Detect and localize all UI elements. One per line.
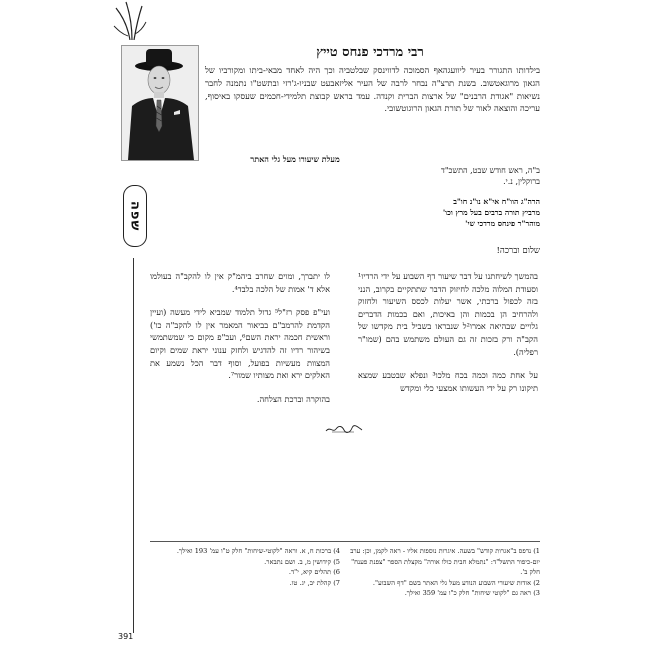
footnotes-left-column: [150, 546, 340, 588]
letter-address-line: מוהר"ר פינחס מרדכי שי': [465, 219, 540, 228]
letter-paragraph: על אחת כמה וכמה בכח מלכו³ ונפלא שבטבע שמצא תיקונו רק על ידי העשותו אמצעי כלי ומקדש: [358, 370, 538, 393]
signature-icon: [324, 423, 364, 435]
letter-heading: מעלת שיעורו מעל גלי האתר: [250, 154, 340, 164]
letter-body-right-column: [358, 270, 538, 405]
footnote: 3) ראה גם "לקוטי שיחות" חלק כ"ו עמ' 359 ואילך.: [404, 589, 540, 597]
biography-paragraph: בילדותו התגורר בעיר ליוועגהאף הסמוכה לדווינסק שבלטביה וכך היה לאחד מבאי-ביתו ומקורביו של הגאון מרוגאטשוב. בשנת תרצ"ה נבחר לרבה של העיר אליזאבעט שבניו-ג'רזי ובתשט"ו נתמנה לחבר נשיאות "אגודת הרבנים" של ארצות הברית וקנדה. עמד בראש קבוצת תלמידי-חכמים שעסקו באיסוף, עריכה והוצאה לאור של תורת הגאון הרוגוטשובי.: [205, 65, 540, 114]
letter-closing: בהוקרה וברכת הצלחה.: [256, 393, 330, 404]
portrait-photo: [121, 45, 199, 161]
footnote: 6) תהלים קיא, י"ד.: [288, 568, 340, 576]
section-tab-label: שפה: [127, 200, 143, 232]
footnote: 7) קהלת יב, יג. טו.: [289, 578, 340, 587]
footnotes-right-column: [350, 546, 540, 599]
margin-vertical-line: [133, 258, 134, 633]
letter-location: ברוקלין, נ.י.: [503, 177, 540, 186]
portrait-image-icon: [122, 46, 198, 160]
letter-paragraph: לו יתברך, ומוים שחרב ביהמ"ק אין לו להקב"ה בעולמו אלא ד' אמות של הלכה בלבד⁴.: [150, 271, 330, 294]
letter-date: ב"ה, ראש חודש שבט, התשכ"ד: [440, 166, 540, 175]
page-title: רבי מרדכי פנחס טייץ: [316, 45, 424, 60]
footnote: 4) ברכות ח, א. וראה "לקוטי-שיחות" חלק ט"ו עמ' 193 ואילך.: [176, 547, 340, 555]
letter-address-line: מרביץ תורה ברבים בעל מרץ וכו': [442, 208, 540, 217]
footnote: 1) נדפס ב"אגרות קודש" בשעה. איגרות נוספות אליו - ראה לקמן, וכן: ערב יום-כיפור התשל"ד: "נתמלא חבית כולו אורה" מקצלת הספר "צפנת פענח" חלק ב'.: [350, 547, 540, 576]
letter-body-left-column: [150, 270, 330, 416]
page-number: 391: [118, 632, 134, 641]
letter-greeting: שלום וברכה!: [496, 246, 540, 256]
footnote: 5) קידושין מ, ב. ושם נתבאר.: [264, 557, 340, 566]
footnote-separator: [150, 541, 540, 542]
letter-paragraph: בהמשך לשיחתנו על דבר שיעור דף השבוע על ידי הרדיו¹ וסעודת המלוה מלכה לחיזוק הדבר שתתקיים בקרוב, הנני בזה לכפול ברכתי, אשר יעלות לכסס השיעור ולחזוק ולהרחיב הן בכמות והן באיכות, ואם בכמות הדברים גלויים שבהיאה אמרו²ל שנבראו בשביל בית מקדשו של הקב"ה ורק בזכות זה גם העולם משתמש בהם (שמו"ר רפליה).: [358, 271, 538, 357]
decorative-ornament-icon: [108, 0, 148, 40]
footnote: 2) אודות שיעורי השבוע הנודע מעל גלי האתר בשם "דף השבוע".: [372, 578, 540, 587]
section-tab: [123, 185, 147, 247]
letter-address-line: הרה"ג הוו"ח אי"א נו"נ חו"ב: [453, 197, 540, 206]
letter-paragraph: ועי"פ פסק רז"ל⁵ גדול תלמוד שמביא לידי מעשה (ועיין הקדמת להרמב"ם בביאור המאמר אין לו להקב"ה כו') וראשית חכמה יראת השם⁶, ועכ"פ מקום כי שמשתמשי בשיהור רדיו זה להדגיש ולחזק ענוני יראת שמים וקיום המצוות מעשיות בפועל, וסוף דבר הכל נשמע את האלקים ירא ואת מצותיו שמור⁷.: [150, 307, 331, 381]
